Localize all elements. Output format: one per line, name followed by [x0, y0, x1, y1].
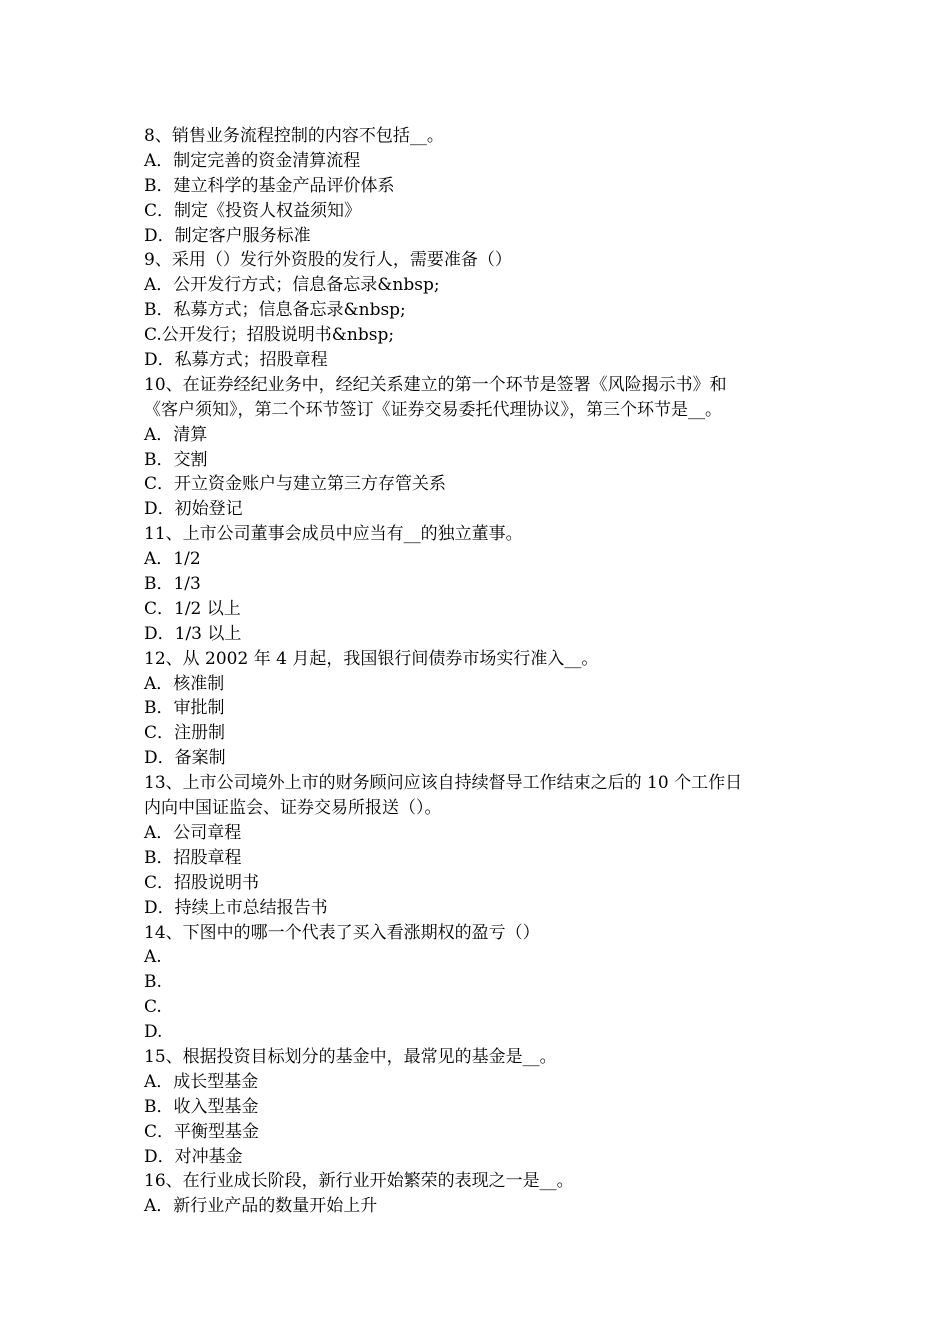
text-line: 16、在行业成长阶段，新行业开始繁荣的表现之一是__。 — [144, 1171, 574, 1192]
text-line: D．对冲基金 — [144, 1146, 243, 1167]
text-line: A．新行业产品的数量开始上升 — [144, 1196, 378, 1217]
text-line: 8、销售业务流程控制的内容不包括__。 — [144, 126, 444, 146]
text-line: A．公开发行方式；信息备忘录&nbsp; — [144, 275, 440, 296]
text-line: B．建立科学的基金产品评价体系 — [144, 175, 395, 196]
text-line: 12、从 2002 年 4 月起，我国银行间债券市场实行准入__。 — [144, 648, 599, 669]
text-line: 15、根据投资目标划分的基金中，最常见的基金是__。 — [144, 1046, 557, 1067]
text-line: B．1/3 — [144, 574, 201, 595]
text-line: C. — [144, 997, 162, 1018]
text-line: 9、采用（）发行外资股的发行人，需要准备（） — [144, 250, 512, 271]
text-line: A．成长型基金 — [144, 1071, 259, 1092]
text-line: C．平衡型基金 — [144, 1121, 260, 1142]
text-line: D．1/3 以上 — [144, 623, 242, 644]
text-line: D．备案制 — [144, 748, 226, 769]
text-line: 14、下图中的哪一个代表了买入看涨期权的盈亏（） — [144, 922, 540, 943]
text-line: C．1/2 以上 — [144, 598, 241, 619]
text-line: A．清算 — [144, 424, 208, 445]
text-line: D．初始登记 — [144, 499, 243, 520]
text-line: A. — [144, 947, 162, 968]
text-line: C．招股说明书 — [144, 872, 260, 893]
text-line: 内向中国证监会、证券交易所报送（）。 — [144, 798, 442, 819]
text-line: D．私募方式；招股章程 — [144, 350, 328, 371]
text-line: C.公开发行；招股说明书&nbsp; — [144, 325, 395, 346]
text-line: D．制定客户服务标准 — [144, 225, 311, 246]
text-line: B．招股章程 — [144, 847, 242, 868]
text-line: B．审批制 — [144, 698, 225, 719]
text-line: 13、上市公司境外上市的财务顾问应该自持续督导工作结束之后的 10 个工作日 — [144, 773, 743, 794]
text-line: B．交割 — [144, 449, 208, 470]
text-line: C．注册制 — [144, 723, 226, 744]
text-line: A．公司章程 — [144, 822, 242, 843]
document-page — [144, 124, 808, 1219]
text-line: B．收入型基金 — [144, 1096, 259, 1117]
text-line: D. — [144, 1022, 163, 1043]
text-line: 11、上市公司董事会成员中应当有__的独立董事。 — [144, 524, 523, 545]
text-line: B．私募方式；信息备忘录&nbsp; — [144, 300, 406, 321]
text-line: D．持续上市总结报告书 — [144, 897, 328, 918]
text-line: C．制定《投资人权益须知》 — [144, 200, 362, 221]
text-line: B. — [144, 972, 162, 993]
text-line: 10、在证券经纪业务中，经纪关系建立的第一个环节是签署《风险揭示书》和 — [144, 374, 727, 395]
text-line: A．制定完善的资金清算流程 — [144, 150, 361, 171]
text-line: 《客户须知》，第二个环节签订《证券交易委托代理协议》，第三个环节是__。 — [144, 399, 722, 420]
text-line: A．1/2 — [144, 549, 201, 570]
text-line: A．核准制 — [144, 673, 225, 694]
text-line: C．开立资金账户与建立第三方存管关系 — [144, 474, 447, 495]
